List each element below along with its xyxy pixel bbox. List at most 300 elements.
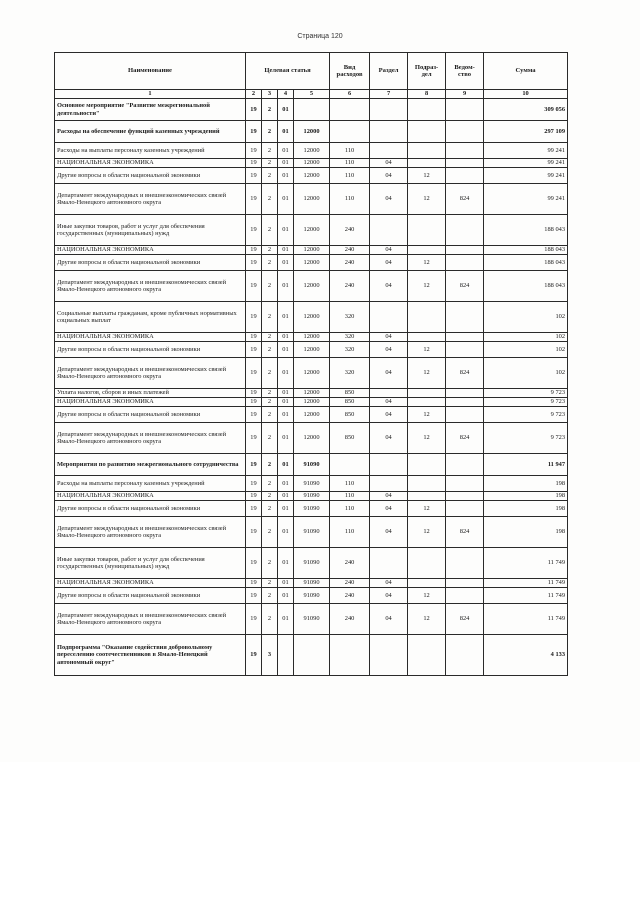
table-row	[55, 492, 568, 501]
target-direction-cell: 12000	[294, 358, 330, 389]
row-name-cell: НАЦИОНАЛЬНАЯ ЭКОНОМИКА	[55, 579, 246, 588]
subsection-cell	[408, 302, 446, 333]
row-name-cell: Департамент международных и внешнеэкономических связей Ямало-Ненецкого автономного округа	[55, 423, 246, 454]
department-cell	[446, 501, 484, 517]
target-direction-cell: 91090	[294, 476, 330, 492]
section-cell: 04	[370, 358, 408, 389]
subsection-cell	[408, 579, 446, 588]
row-name-cell: НАЦИОНАЛЬНАЯ ЭКОНОМИКА	[55, 246, 246, 255]
target-direction-cell: 12000	[294, 168, 330, 184]
section-cell: 04	[370, 492, 408, 501]
section-cell	[370, 121, 408, 143]
target-event-cell: 01	[278, 501, 294, 517]
header-section: Раздел	[370, 53, 408, 90]
target-direction-cell: 12000	[294, 121, 330, 143]
target-subprogram-cell: 2	[262, 143, 278, 159]
table-row	[55, 588, 568, 604]
subsection-cell	[408, 389, 446, 398]
row-name-cell: Расходы на обеспечение функций казенных учреждений	[55, 121, 246, 143]
row-name-cell: Расходы на выплаты персоналу казенных учреждений	[55, 143, 246, 159]
section-cell	[370, 99, 408, 121]
table-row	[55, 407, 568, 423]
row-name-cell: Мероприятия по развитию межрегионального сотрудничества	[55, 454, 246, 476]
target-program-cell: 19	[246, 358, 262, 389]
sum-cell: 9 723	[484, 398, 568, 407]
target-subprogram-cell: 2	[262, 501, 278, 517]
target-program-cell: 19	[246, 215, 262, 246]
section-cell: 04	[370, 588, 408, 604]
subsection-cell: 12	[408, 517, 446, 548]
target-program-cell: 19	[246, 159, 262, 168]
section-cell: 04	[370, 517, 408, 548]
sum-cell: 198	[484, 492, 568, 501]
subsection-cell	[408, 215, 446, 246]
section-cell	[370, 143, 408, 159]
target-direction-cell: 91090	[294, 454, 330, 476]
table-row	[55, 333, 568, 342]
target-program-cell: 19	[246, 398, 262, 407]
row-name-cell: НАЦИОНАЛЬНАЯ ЭКОНОМИКА	[55, 159, 246, 168]
expense-type-cell: 110	[330, 168, 370, 184]
section-cell	[370, 302, 408, 333]
department-cell	[446, 579, 484, 588]
subsection-cell: 12	[408, 342, 446, 358]
department-cell	[446, 492, 484, 501]
row-name-cell: Другие вопросы в области национальной экономики	[55, 168, 246, 184]
target-subprogram-cell: 2	[262, 342, 278, 358]
section-cell: 04	[370, 604, 408, 635]
section-cell: 04	[370, 342, 408, 358]
target-event-cell: 01	[278, 407, 294, 423]
expense-type-cell	[330, 99, 370, 121]
section-cell	[370, 215, 408, 246]
table-row	[55, 342, 568, 358]
expense-type-cell: 240	[330, 246, 370, 255]
table-row	[55, 517, 568, 548]
row-name-cell: Иные закупки товаров, работ и услуг для обеспечения государственных (муниципальных) нужд	[55, 548, 246, 579]
target-subprogram-cell: 2	[262, 454, 278, 476]
section-cell: 04	[370, 333, 408, 342]
sum-cell: 102	[484, 342, 568, 358]
subsection-cell: 12	[408, 588, 446, 604]
target-program-cell: 19	[246, 99, 262, 121]
table-row	[55, 99, 568, 121]
section-cell: 04	[370, 423, 408, 454]
target-subprogram-cell: 3	[262, 635, 278, 676]
subsection-cell: 12	[408, 184, 446, 215]
target-event-cell	[278, 635, 294, 676]
expense-type-cell: 240	[330, 579, 370, 588]
department-cell	[446, 246, 484, 255]
department-cell	[446, 588, 484, 604]
row-name-cell: Социальные выплаты гражданам, кроме публичных нормативных социальных выплат	[55, 302, 246, 333]
target-direction-cell: 12000	[294, 423, 330, 454]
target-program-cell: 19	[246, 168, 262, 184]
target-direction-cell: 91090	[294, 501, 330, 517]
target-event-cell: 01	[278, 159, 294, 168]
section-cell: 04	[370, 246, 408, 255]
table-row	[55, 476, 568, 492]
sum-cell: 11 749	[484, 579, 568, 588]
target-direction-cell: 91090	[294, 579, 330, 588]
target-direction-cell: 91090	[294, 492, 330, 501]
target-event-cell: 01	[278, 333, 294, 342]
row-name-cell: Другие вопросы в области национальной экономики	[55, 342, 246, 358]
expense-type-cell: 110	[330, 517, 370, 548]
table-row	[55, 579, 568, 588]
target-direction-cell: 91090	[294, 517, 330, 548]
table-row	[55, 159, 568, 168]
target-program-cell: 19	[246, 635, 262, 676]
target-program-cell: 19	[246, 492, 262, 501]
table-row	[55, 635, 568, 676]
table-row	[55, 604, 568, 635]
table-row	[55, 454, 568, 476]
subsection-cell	[408, 143, 446, 159]
section-cell: 04	[370, 271, 408, 302]
section-cell	[370, 548, 408, 579]
target-program-cell: 19	[246, 389, 262, 398]
subsection-cell	[408, 548, 446, 579]
row-name-cell: Другие вопросы в области национальной экономики	[55, 501, 246, 517]
target-direction-cell: 12000	[294, 159, 330, 168]
section-cell: 04	[370, 159, 408, 168]
column-index-row	[55, 90, 568, 99]
expense-type-cell: 110	[330, 501, 370, 517]
table-row	[55, 255, 568, 271]
department-cell	[446, 215, 484, 246]
target-direction-cell: 12000	[294, 215, 330, 246]
expense-type-cell: 110	[330, 184, 370, 215]
sum-cell: 297 109	[484, 121, 568, 143]
target-program-cell: 19	[246, 407, 262, 423]
target-subprogram-cell: 2	[262, 358, 278, 389]
target-event-cell: 01	[278, 121, 294, 143]
sum-cell: 99 241	[484, 159, 568, 168]
row-name-cell: Расходы на выплаты персоналу казенных учреждений	[55, 476, 246, 492]
expense-type-cell	[330, 635, 370, 676]
target-direction-cell: 12000	[294, 389, 330, 398]
target-direction-cell: 12000	[294, 143, 330, 159]
target-subprogram-cell: 2	[262, 168, 278, 184]
table-row	[55, 184, 568, 215]
expense-type-cell: 110	[330, 159, 370, 168]
department-cell	[446, 548, 484, 579]
sum-cell: 99 241	[484, 184, 568, 215]
row-name-cell: Подпрограмма "Оказание содействия добровольному переселению соотечественников в Ямало-Ненецкий автономный округ"	[55, 635, 246, 676]
target-program-cell: 19	[246, 604, 262, 635]
row-name-cell: Иные закупки товаров, работ и услуг для обеспечения государственных (муниципальных) нужд	[55, 215, 246, 246]
target-event-cell: 01	[278, 492, 294, 501]
department-cell	[446, 302, 484, 333]
target-subprogram-cell: 2	[262, 579, 278, 588]
target-subprogram-cell: 2	[262, 333, 278, 342]
row-name-cell: Другие вопросы в области национальной экономики	[55, 588, 246, 604]
sum-cell: 99 241	[484, 143, 568, 159]
department-cell	[446, 398, 484, 407]
department-cell	[446, 168, 484, 184]
department-cell	[446, 159, 484, 168]
index-cell: 9	[446, 90, 484, 99]
department-cell	[446, 333, 484, 342]
subsection-cell	[408, 398, 446, 407]
table-row	[55, 143, 568, 159]
target-event-cell: 01	[278, 604, 294, 635]
target-event-cell: 01	[278, 246, 294, 255]
index-cell: 1	[55, 90, 246, 99]
expense-type-cell: 240	[330, 215, 370, 246]
section-cell	[370, 635, 408, 676]
target-event-cell: 01	[278, 579, 294, 588]
section-cell: 04	[370, 398, 408, 407]
target-direction-cell: 12000	[294, 333, 330, 342]
table-row	[55, 398, 568, 407]
target-program-cell: 19	[246, 517, 262, 548]
subsection-cell: 12	[408, 407, 446, 423]
section-cell	[370, 476, 408, 492]
target-event-cell: 01	[278, 184, 294, 215]
expense-type-cell: 850	[330, 389, 370, 398]
table-body	[55, 99, 568, 676]
sum-cell: 102	[484, 302, 568, 333]
department-cell	[446, 476, 484, 492]
expense-type-cell: 850	[330, 398, 370, 407]
target-event-cell: 01	[278, 476, 294, 492]
target-event-cell: 01	[278, 215, 294, 246]
target-subprogram-cell: 2	[262, 255, 278, 271]
target-program-cell: 19	[246, 255, 262, 271]
department-cell	[446, 454, 484, 476]
target-subprogram-cell: 2	[262, 184, 278, 215]
target-event-cell: 01	[278, 588, 294, 604]
table-row	[55, 389, 568, 398]
expense-type-cell: 240	[330, 604, 370, 635]
subsection-cell: 12	[408, 271, 446, 302]
target-subprogram-cell: 2	[262, 159, 278, 168]
subsection-cell: 12	[408, 604, 446, 635]
section-cell: 04	[370, 579, 408, 588]
department-cell: 824	[446, 517, 484, 548]
expense-type-cell: 320	[330, 342, 370, 358]
target-subprogram-cell: 2	[262, 271, 278, 302]
target-subprogram-cell: 2	[262, 389, 278, 398]
expense-type-cell: 240	[330, 271, 370, 302]
department-cell	[446, 342, 484, 358]
target-program-cell: 19	[246, 143, 262, 159]
target-direction-cell: 12000	[294, 407, 330, 423]
target-direction-cell: 91090	[294, 604, 330, 635]
expense-type-cell	[330, 454, 370, 476]
header-sum: Сумма	[484, 53, 568, 90]
department-cell	[446, 407, 484, 423]
subsection-cell	[408, 333, 446, 342]
row-name-cell: НАЦИОНАЛЬНАЯ ЭКОНОМИКА	[55, 333, 246, 342]
department-cell: 824	[446, 184, 484, 215]
index-cell: 3	[262, 90, 278, 99]
sum-cell: 188 043	[484, 255, 568, 271]
subsection-cell: 12	[408, 168, 446, 184]
table-row	[55, 215, 568, 246]
table-row	[55, 423, 568, 454]
target-direction-cell: 12000	[294, 184, 330, 215]
row-name-cell: Департамент международных и внешнеэкономических связей Ямало-Ненецкого автономного округа	[55, 358, 246, 389]
target-event-cell: 01	[278, 389, 294, 398]
target-subprogram-cell: 2	[262, 604, 278, 635]
target-event-cell: 01	[278, 358, 294, 389]
header-subsection: Подраз-дел	[408, 53, 446, 90]
sum-cell: 102	[484, 333, 568, 342]
subsection-cell: 12	[408, 501, 446, 517]
target-program-cell: 19	[246, 246, 262, 255]
subsection-cell: 12	[408, 255, 446, 271]
table-row	[55, 302, 568, 333]
target-direction-cell: 12000	[294, 302, 330, 333]
expense-type-cell: 320	[330, 358, 370, 389]
subsection-cell	[408, 635, 446, 676]
sum-cell: 9 723	[484, 423, 568, 454]
expense-type-cell	[330, 121, 370, 143]
target-event-cell: 01	[278, 271, 294, 302]
target-direction-cell: 12000	[294, 271, 330, 302]
target-event-cell: 01	[278, 255, 294, 271]
sum-cell: 11 749	[484, 548, 568, 579]
subsection-cell	[408, 246, 446, 255]
target-event-cell: 01	[278, 99, 294, 121]
target-subprogram-cell: 2	[262, 99, 278, 121]
section-cell: 04	[370, 184, 408, 215]
table-row	[55, 271, 568, 302]
target-program-cell: 19	[246, 184, 262, 215]
sum-cell: 198	[484, 517, 568, 548]
budget-table	[54, 52, 568, 676]
target-program-cell: 19	[246, 501, 262, 517]
department-cell	[446, 255, 484, 271]
header-name: Наименование	[55, 53, 246, 90]
header-target: Целевая статья	[246, 53, 330, 90]
table-header-row	[55, 53, 568, 90]
target-direction-cell: 12000	[294, 342, 330, 358]
sum-cell: 11 749	[484, 588, 568, 604]
target-subprogram-cell: 2	[262, 407, 278, 423]
subsection-cell	[408, 454, 446, 476]
subsection-cell	[408, 99, 446, 121]
index-cell: 8	[408, 90, 446, 99]
sum-cell: 102	[484, 358, 568, 389]
header-department: Ведом-ство	[446, 53, 484, 90]
target-event-cell: 01	[278, 454, 294, 476]
subsection-cell	[408, 159, 446, 168]
target-program-cell: 19	[246, 548, 262, 579]
target-direction-cell	[294, 99, 330, 121]
index-cell: 7	[370, 90, 408, 99]
row-name-cell: Уплата налогов, сборов и иных платежей	[55, 389, 246, 398]
expense-type-cell: 850	[330, 407, 370, 423]
target-subprogram-cell: 2	[262, 492, 278, 501]
page-number-header: Страница 120	[297, 33, 343, 40]
sum-cell: 11 947	[484, 454, 568, 476]
department-cell	[446, 389, 484, 398]
expense-type-cell: 110	[330, 143, 370, 159]
target-event-cell: 01	[278, 548, 294, 579]
sum-cell: 198	[484, 501, 568, 517]
target-subprogram-cell: 2	[262, 302, 278, 333]
expense-type-cell: 110	[330, 492, 370, 501]
row-name-cell: Основное мероприятие "Развитие межрегиональной деятельности"	[55, 99, 246, 121]
target-program-cell: 19	[246, 121, 262, 143]
expense-type-cell: 850	[330, 423, 370, 454]
row-name-cell: Другие вопросы в области национальной экономики	[55, 407, 246, 423]
index-cell: 6	[330, 90, 370, 99]
target-subprogram-cell: 2	[262, 423, 278, 454]
table-row	[55, 358, 568, 389]
target-program-cell: 19	[246, 579, 262, 588]
target-program-cell: 19	[246, 588, 262, 604]
row-name-cell: Департамент международных и внешнеэкономических связей Ямало-Ненецкого автономного округа	[55, 184, 246, 215]
table-row	[55, 246, 568, 255]
table-row	[55, 168, 568, 184]
target-event-cell: 01	[278, 517, 294, 548]
subsection-cell	[408, 476, 446, 492]
section-cell: 04	[370, 255, 408, 271]
sum-cell: 309 056	[484, 99, 568, 121]
sum-cell: 188 043	[484, 246, 568, 255]
expense-type-cell: 240	[330, 255, 370, 271]
table-row	[55, 121, 568, 143]
target-subprogram-cell: 2	[262, 517, 278, 548]
section-cell: 04	[370, 501, 408, 517]
section-cell: 04	[370, 407, 408, 423]
index-cell: 4	[278, 90, 294, 99]
row-name-cell: НАЦИОНАЛЬНАЯ ЭКОНОМИКА	[55, 492, 246, 501]
target-direction-cell	[294, 635, 330, 676]
target-direction-cell: 91090	[294, 548, 330, 579]
row-name-cell: Департамент международных и внешнеэкономических связей Ямало-Ненецкого автономного округа	[55, 517, 246, 548]
target-event-cell: 01	[278, 168, 294, 184]
expense-type-cell: 240	[330, 548, 370, 579]
target-program-cell: 19	[246, 333, 262, 342]
sum-cell: 99 241	[484, 168, 568, 184]
table-row	[55, 548, 568, 579]
target-subprogram-cell: 2	[262, 215, 278, 246]
department-cell	[446, 121, 484, 143]
department-cell	[446, 143, 484, 159]
target-event-cell: 01	[278, 398, 294, 407]
subsection-cell	[408, 492, 446, 501]
target-direction-cell: 12000	[294, 255, 330, 271]
section-cell	[370, 389, 408, 398]
sum-cell: 9 723	[484, 407, 568, 423]
expense-type-cell: 110	[330, 476, 370, 492]
sum-cell: 4 133	[484, 635, 568, 676]
index-cell: 2	[246, 90, 262, 99]
row-name-cell: Департамент международных и внешнеэкономических связей Ямало-Ненецкого автономного округа	[55, 271, 246, 302]
expense-type-cell: 320	[330, 302, 370, 333]
target-event-cell: 01	[278, 302, 294, 333]
index-cell: 5	[294, 90, 330, 99]
sum-cell: 11 749	[484, 604, 568, 635]
target-subprogram-cell: 2	[262, 246, 278, 255]
target-subprogram-cell: 2	[262, 121, 278, 143]
blank-margin	[0, 762, 640, 905]
target-program-cell: 19	[246, 454, 262, 476]
target-subprogram-cell: 2	[262, 476, 278, 492]
target-event-cell: 01	[278, 342, 294, 358]
department-cell: 824	[446, 358, 484, 389]
subsection-cell: 12	[408, 423, 446, 454]
header-expense-type: Вид расходов	[330, 53, 370, 90]
expense-type-cell: 240	[330, 588, 370, 604]
department-cell	[446, 99, 484, 121]
